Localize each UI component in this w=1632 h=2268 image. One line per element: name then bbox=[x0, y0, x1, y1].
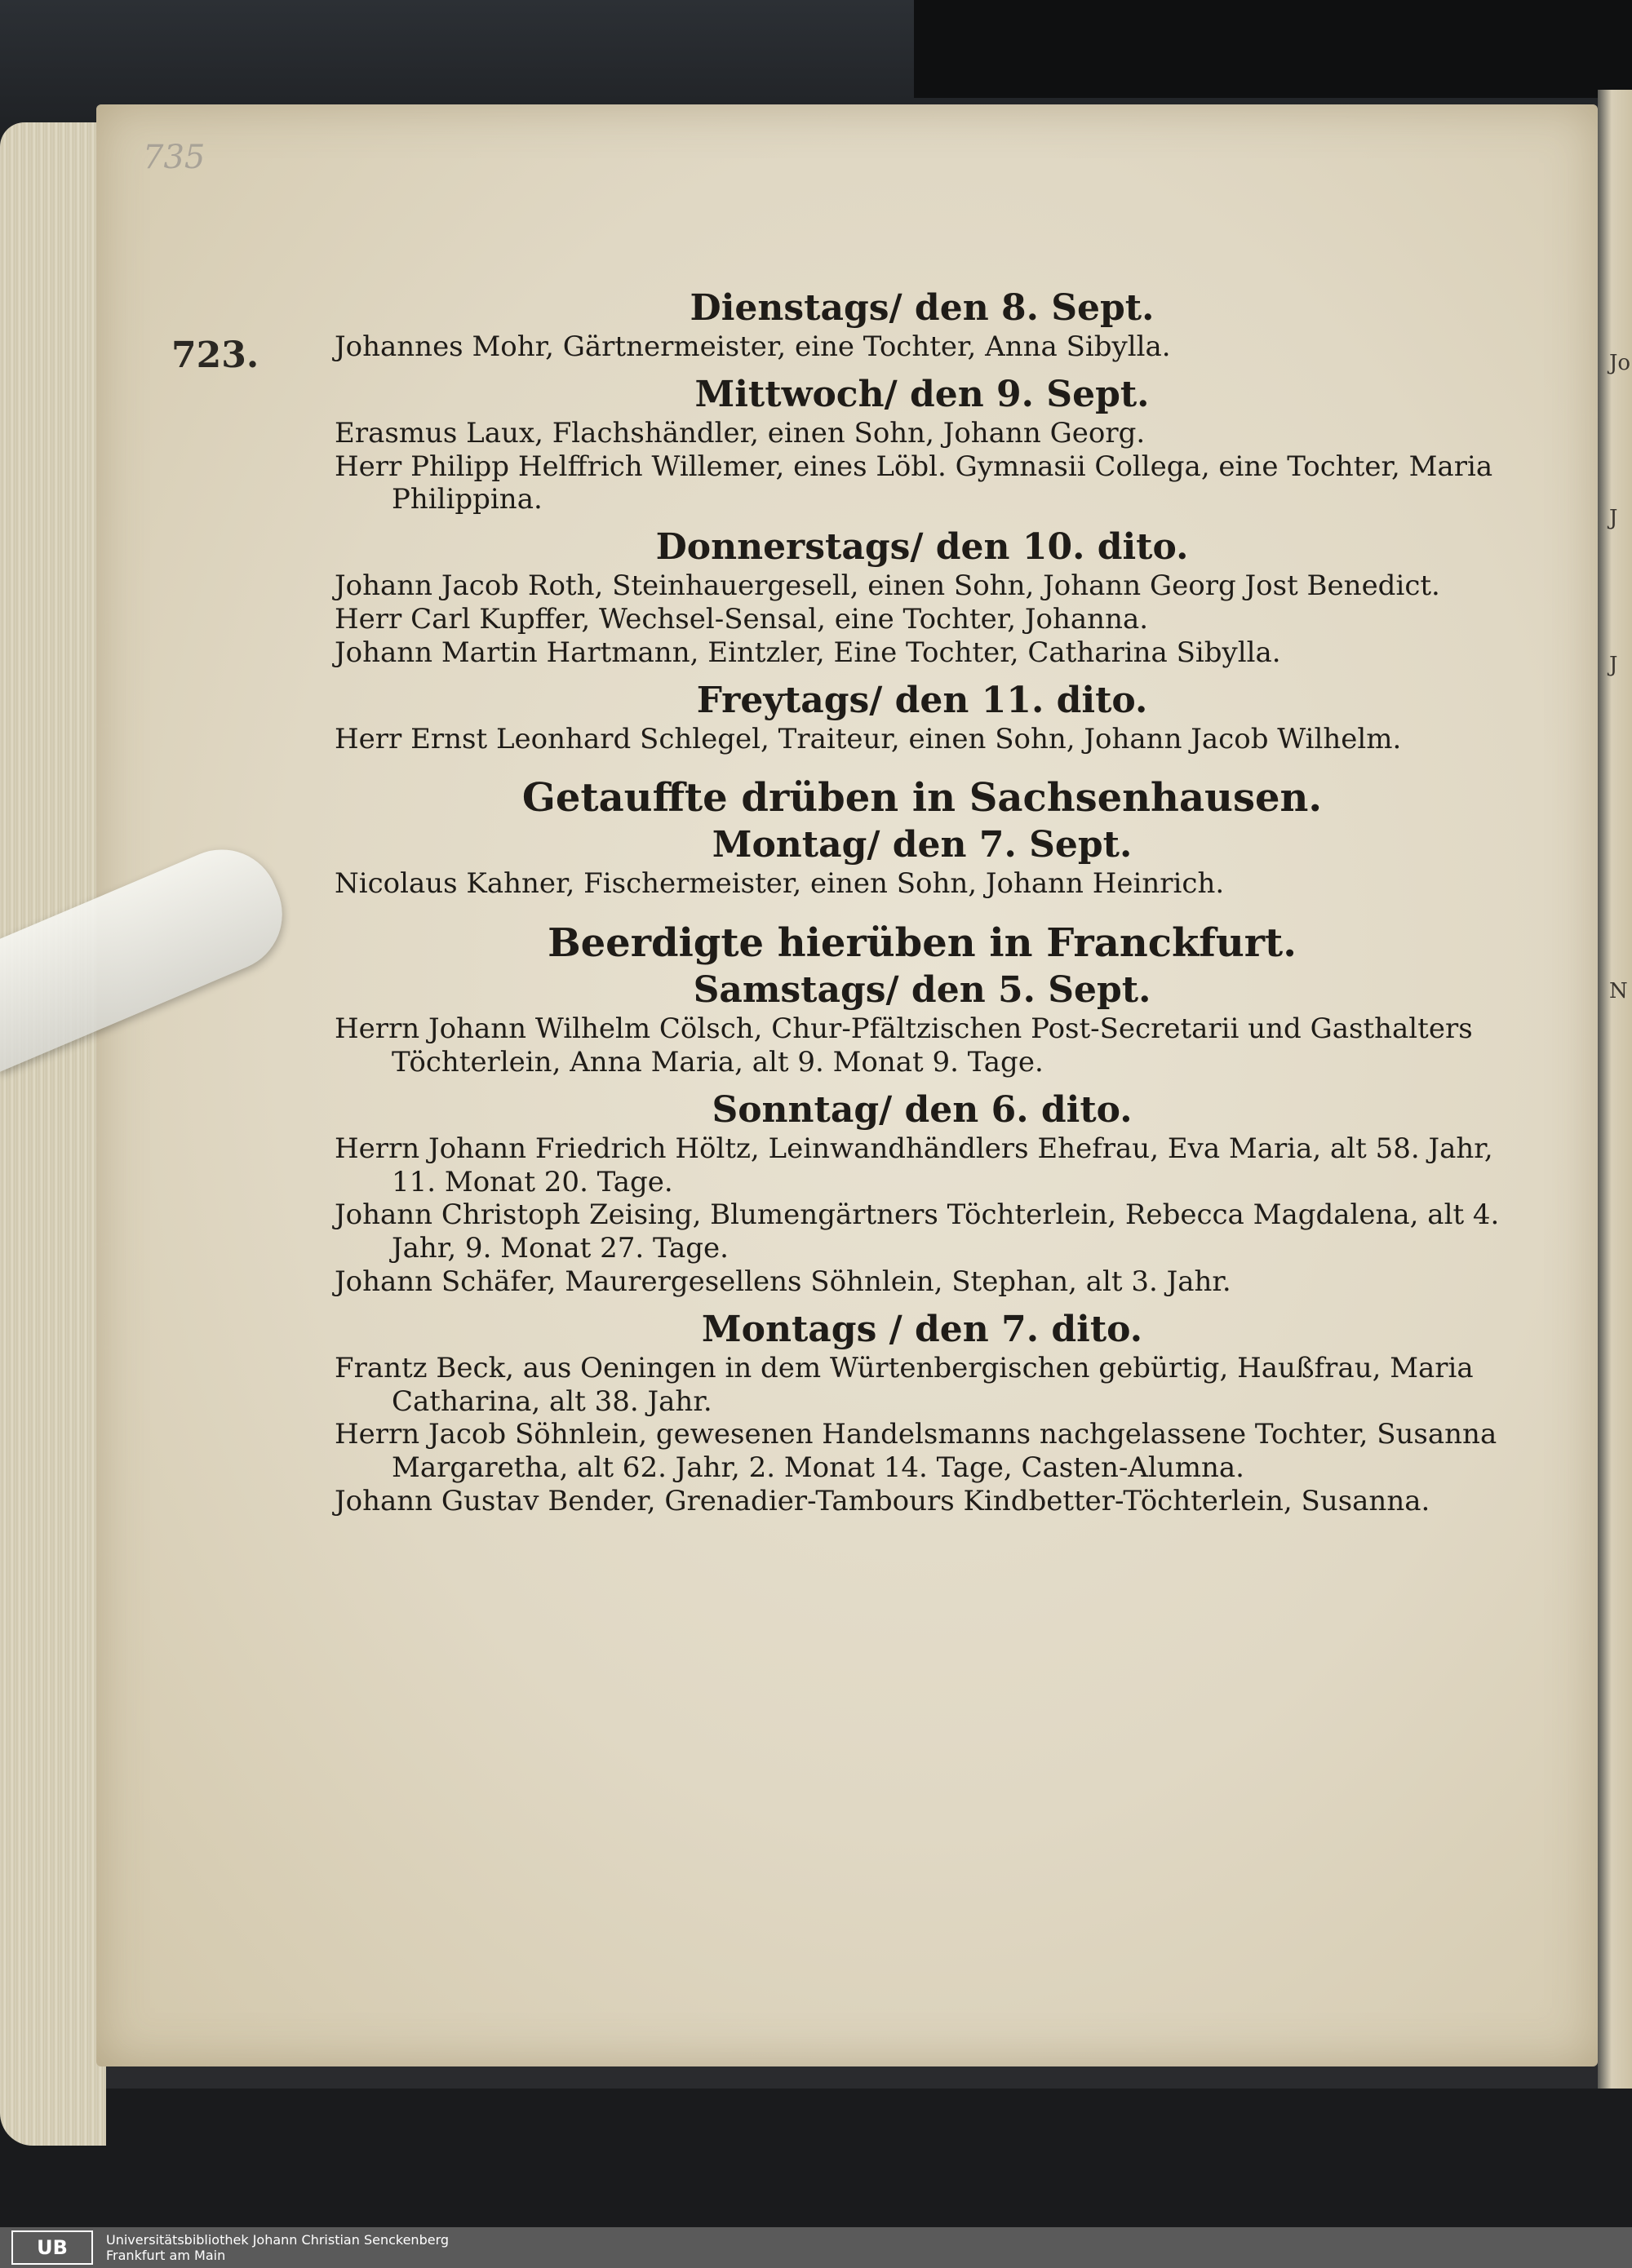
library-footer bbox=[0, 2227, 1632, 2268]
baptism-entry: Herr Carl Kupffer, Wechsel-Sensal, eine Tochter, Johanna. bbox=[335, 602, 1149, 636]
date-heading: Freytags/ den 11. dito. bbox=[696, 679, 1148, 721]
burial-entry: Johann Schäfer, Maurergesellens Söhnlein, Stephan, alt 3. Jahr. bbox=[335, 1265, 1231, 1298]
facing-page-word: Jo bbox=[1609, 351, 1631, 375]
facing-page-word: J bbox=[1609, 653, 1618, 677]
date-heading: Mittwoch/ den 9. Sept. bbox=[694, 373, 1150, 415]
register-text bbox=[335, 286, 1510, 1518]
baptism-entry: Johann Jacob Roth, Steinhauergesell, einen Sohn, Johann Georg Jost Benedict. bbox=[335, 569, 1440, 603]
date-heading: Dienstags/ den 8. Sept. bbox=[690, 287, 1155, 329]
burial-entry: Herrn Johann Friedrich Höltz, Leinwandhändlers Ehefrau, Eva Maria, alt 58. Jahr, 11. Monat 20. Tage. bbox=[335, 1132, 1493, 1198]
section-heading-sachsenhausen: Getauffte drüben in Sachsenhausen. bbox=[521, 775, 1323, 822]
baptism-entry: Herr Ernst Leonhard Schlegel, Traiteur, einen Sohn, Johann Jacob Wilhelm. bbox=[335, 722, 1402, 755]
baptism-entry: Erasmus Laux, Flachshändler, einen Sohn, Johann Georg. bbox=[335, 416, 1146, 450]
facing-page-word: J bbox=[1609, 506, 1618, 530]
library-name bbox=[106, 2232, 449, 2263]
burial-entry: Johann Christoph Zeising, Blumengärtners Töchterlein, Rebecca Magdalena, alt 4. Jahr, 9. Monat 27. Tage. bbox=[335, 1198, 1500, 1265]
burial-entry: Johann Gustav Bender, Grenadier-Tambours Kindbetter-Töchterlein, Susanna. bbox=[335, 1484, 1430, 1517]
book-page-edges bbox=[0, 122, 106, 2146]
margin-page-number: 723. bbox=[171, 334, 259, 376]
background-bottom bbox=[0, 2089, 1632, 2227]
burial-entry: Frantz Beck, aus Oeningen in dem Würtenbergischen gebürtig, Haußfrau, Maria Catharina, alt 38. Jahr. bbox=[335, 1351, 1474, 1418]
burial-entry: Herrn Jacob Söhnlein, gewesenen Handelsmanns nachgelassene Tochter, Susanna Margaretha, alt 62. Jahr, 2. Monat 14. Tage, Casten-Alumna. bbox=[335, 1418, 1497, 1485]
library-name-line2: Frankfurt am Main bbox=[106, 2248, 226, 2263]
section-heading-burials: Beerdigte hierüben in Franckfurt. bbox=[548, 920, 1297, 967]
background-dark-block bbox=[914, 0, 1632, 98]
date-heading: Montag/ den 7. Sept. bbox=[712, 824, 1133, 866]
burial-entry: Herrn Johann Wilhelm Cölsch, Chur-Pfältzischen Post-Secretarii und Gasthalters Töchterlein, Anna Maria, alt 9. Monat 9. Tage. bbox=[335, 1012, 1473, 1079]
baptism-entry: Johannes Mohr, Gärtnermeister, eine Tochter, Anna Sibylla. bbox=[335, 330, 1171, 363]
date-heading: Sonntag/ den 6. dito. bbox=[712, 1088, 1133, 1131]
date-heading: Donnerstags/ den 10. dito. bbox=[655, 526, 1189, 569]
ub-logo: UB bbox=[11, 2230, 93, 2265]
baptism-entry: Herr Philipp Helffrich Willemer, eines Löbl. Gymnasii Collega, eine Tochter, Maria Philippina. bbox=[335, 450, 1493, 516]
date-heading: Samstags/ den 5. Sept. bbox=[693, 969, 1151, 1012]
facing-page-edge bbox=[1598, 90, 1632, 2089]
library-name-line1: Universitätsbibliothek Johann Christian Senckenberg bbox=[106, 2232, 450, 2248]
date-heading: Montags / den 7. dito. bbox=[701, 1308, 1143, 1350]
baptism-entry: Johann Martin Hartmann, Eintzler, Eine Tochter, Catharina Sibylla. bbox=[335, 636, 1281, 669]
baptism-entry: Nicolaus Kahner, Fischermeister, einen Sohn, Johann Heinrich. bbox=[335, 867, 1225, 901]
pencil-page-number: 735 bbox=[143, 139, 206, 176]
facing-page-word: N bbox=[1609, 979, 1628, 1003]
